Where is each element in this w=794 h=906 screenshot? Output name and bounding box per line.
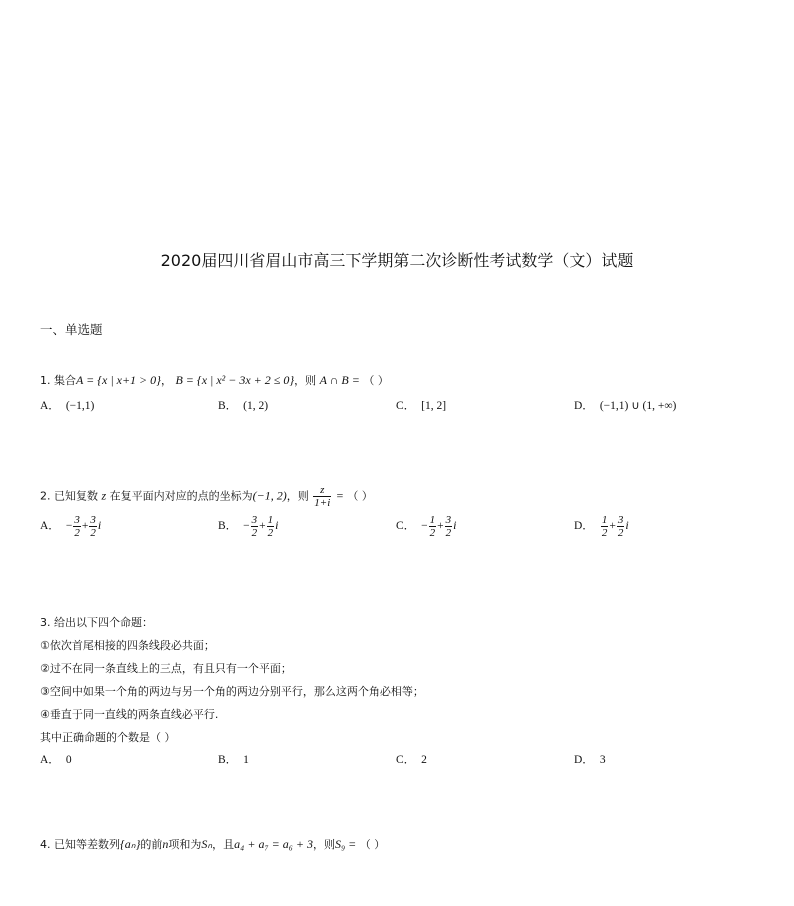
q2-var: z bbox=[101, 488, 107, 503]
imag-unit: i bbox=[97, 518, 102, 533]
q1-sep: ， bbox=[160, 374, 172, 387]
sign: − bbox=[243, 520, 250, 533]
option-text: 3 bbox=[599, 754, 606, 766]
q1-set-b: B = {x | x² − 3x + 2 ≤ 0} bbox=[175, 373, 295, 387]
q4-seq: {aₙ} bbox=[120, 837, 141, 851]
fraction bbox=[601, 514, 609, 539]
fraction bbox=[73, 514, 81, 539]
q1-set-a: A = {x | x+1 > 0} bbox=[76, 373, 161, 387]
q2-fraction bbox=[313, 484, 331, 509]
q3-option-c[interactable] bbox=[396, 751, 427, 767]
imag-unit: i bbox=[625, 518, 629, 533]
q1-blank: （ ） bbox=[363, 374, 389, 387]
q3-statement-2: ②过不在同一条直线上的三点，有且只有一个平面； bbox=[40, 662, 292, 675]
q2-then: ，则 bbox=[286, 489, 309, 503]
q2-blank: （ ） bbox=[347, 489, 373, 503]
q3-option-d[interactable] bbox=[574, 751, 606, 767]
q4-n: n bbox=[162, 837, 169, 851]
option-text: (−1,1) bbox=[65, 400, 95, 412]
frac-num: 3 bbox=[251, 514, 258, 526]
frac-num: 3 bbox=[74, 514, 80, 526]
q3-option-a[interactable] bbox=[40, 751, 72, 767]
q1-option-d[interactable] bbox=[574, 397, 676, 413]
q2-mid: 在复平面内对应的点的坐标为 bbox=[109, 489, 253, 503]
sign: − bbox=[421, 520, 428, 533]
q3-statement-3: ③空间中如果一个角的两边与另一个角的两边分别平行，那么这两个角必相等； bbox=[40, 685, 424, 698]
q4-prefix: 4. 已知等差数列 bbox=[40, 838, 120, 851]
question-2-stem bbox=[40, 484, 373, 509]
frac-den: 2 bbox=[429, 527, 436, 539]
frac-num: 1 bbox=[267, 514, 274, 526]
frac-den: 2 bbox=[90, 527, 96, 539]
option-label: C． bbox=[396, 400, 416, 412]
option-label: D． bbox=[574, 400, 594, 412]
document-title: 2020届四川省眉山市高三下学期第二次诊断性考试数学（文）试题 bbox=[160, 251, 634, 270]
q4-mid3: ，且 bbox=[212, 838, 235, 851]
frac-den: 2 bbox=[617, 527, 624, 539]
frac-num: 1 bbox=[601, 514, 608, 526]
sign: + bbox=[81, 520, 89, 533]
q2-point: (−1, 2) bbox=[252, 488, 287, 503]
q4-blank: （ ） bbox=[359, 838, 386, 851]
fraction bbox=[617, 514, 625, 539]
q1-prefix: 1. 集合 bbox=[40, 374, 76, 387]
option-label: D． bbox=[574, 520, 594, 533]
q3-option-b[interactable] bbox=[218, 751, 249, 767]
sign: + bbox=[609, 520, 616, 533]
fraction bbox=[267, 514, 275, 539]
option-label: A． bbox=[40, 520, 60, 533]
option-label: C． bbox=[396, 754, 416, 766]
option-text: 0 bbox=[65, 754, 72, 766]
q3-statement-1: ①依次首尾相接的四条线段必共面； bbox=[40, 639, 215, 652]
frac-den: 2 bbox=[251, 527, 258, 539]
q1-option-b[interactable] bbox=[218, 397, 268, 413]
q2-option-d[interactable] bbox=[574, 514, 629, 539]
option-text: 1 bbox=[243, 754, 249, 766]
sign: − bbox=[65, 520, 73, 533]
q2-frac-num: z bbox=[313, 484, 331, 497]
q4-sn: Sₙ bbox=[201, 837, 213, 851]
q2-eq: = bbox=[335, 488, 344, 503]
frac-num: 3 bbox=[90, 514, 96, 526]
q2-option-c[interactable] bbox=[396, 514, 457, 539]
frac-den: 2 bbox=[601, 527, 608, 539]
frac-den: 2 bbox=[74, 527, 80, 539]
question-4-stem bbox=[40, 836, 385, 852]
sign: + bbox=[259, 520, 266, 533]
q1-option-a[interactable] bbox=[40, 397, 94, 413]
q3-statement-4: ④垂直于同一直线的两条直线必平行. bbox=[40, 708, 219, 721]
frac-num: 3 bbox=[445, 514, 452, 526]
q2-frac-den: 1+i bbox=[314, 497, 331, 509]
option-text: [1, 2] bbox=[421, 400, 447, 412]
q4-mid: 的前 bbox=[140, 838, 163, 851]
frac-num: 1 bbox=[429, 514, 436, 526]
option-label: B． bbox=[218, 400, 238, 412]
question-3-stem: 3. 给出以下四个命题： bbox=[40, 616, 153, 629]
question-1-stem bbox=[40, 372, 389, 388]
option-label: B． bbox=[218, 520, 238, 533]
option-text: (1, 2) bbox=[243, 400, 269, 412]
option-text: 2 bbox=[421, 754, 427, 766]
fraction bbox=[445, 514, 453, 539]
fraction bbox=[429, 514, 437, 539]
q4-mid2: 项和为 bbox=[168, 838, 202, 851]
q4-cond: a₄ + a₇ = a₆ + 3 bbox=[234, 837, 313, 851]
q3-question: 其中正确命题的个数是（ ） bbox=[40, 731, 176, 744]
imag-unit: i bbox=[453, 518, 457, 533]
q2-prefix: 2. 已知复数 bbox=[40, 489, 98, 503]
q1-expr: A ∩ B = bbox=[319, 373, 360, 387]
q4-then: ，则 bbox=[312, 838, 335, 851]
option-label: A． bbox=[40, 754, 60, 766]
frac-den: 2 bbox=[267, 527, 274, 539]
option-label: C． bbox=[396, 520, 416, 533]
fraction bbox=[251, 514, 259, 539]
option-text: (−1,1) ∪ (1, +∞) bbox=[599, 400, 677, 412]
imag-unit: i bbox=[275, 518, 279, 533]
fraction bbox=[89, 514, 97, 539]
frac-num: 3 bbox=[617, 514, 624, 526]
sign: + bbox=[437, 520, 444, 533]
option-label: D． bbox=[574, 754, 594, 766]
q1-mid: ，则 bbox=[294, 374, 317, 387]
section-heading: 一、单选题 bbox=[40, 322, 103, 337]
q2-option-b[interactable] bbox=[218, 514, 279, 539]
option-label: B． bbox=[218, 754, 238, 766]
q2-option-a[interactable] bbox=[40, 514, 101, 539]
option-label: A． bbox=[40, 400, 60, 412]
frac-den: 2 bbox=[445, 527, 452, 539]
q1-option-c[interactable] bbox=[396, 397, 446, 413]
q4-s9: S₉ = bbox=[334, 837, 357, 851]
